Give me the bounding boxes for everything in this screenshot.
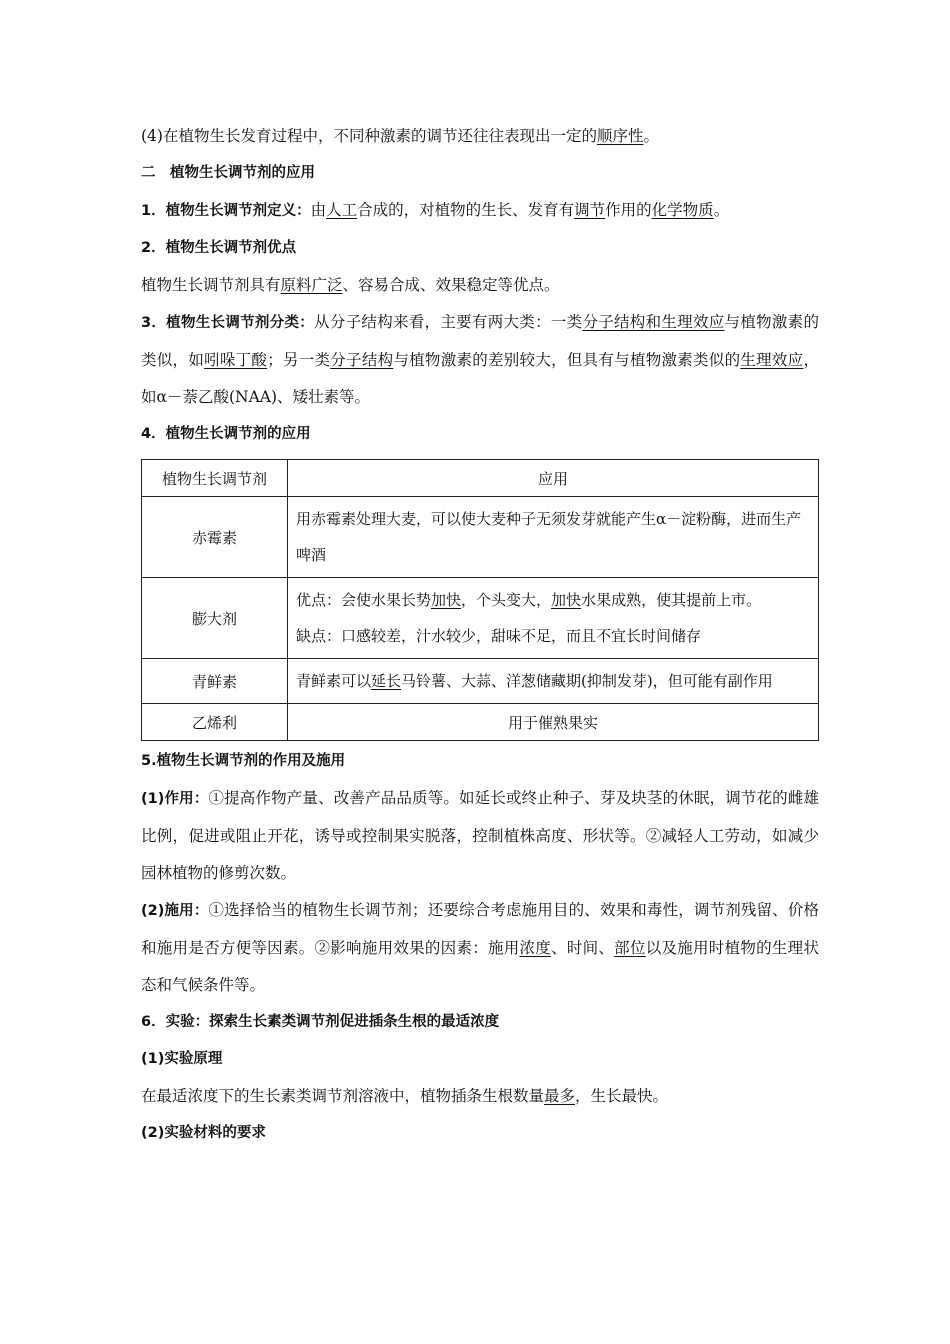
text: (4)在植物生长发育过程中，不同种激素的调节还往往表现出一定的: [141, 127, 597, 145]
table-row: [142, 659, 819, 704]
document-page: [141, 118, 819, 1152]
application-table: [141, 459, 819, 741]
item-label: 3．植物生长调节剂分类：: [141, 315, 315, 331]
text: 由: [310, 201, 327, 219]
underlined-term: 人工: [326, 201, 358, 219]
text: ①提高作物产量、改善产品品质等。如延长或终止种子、芽及块茎的休眠，调节花的雌雄比例，促进或阻止开花，诱导或控制果实脱落，控制植株高度、形状等。②减轻人工劳动，如减少园林植物的修剪次数。: [141, 789, 819, 882]
regulator-name: 青鲜素: [142, 659, 288, 704]
application-text: 用于催熟果实: [288, 704, 819, 741]
text: 。: [713, 201, 730, 219]
item-2-title: 2．植物生长调节剂优点: [141, 240, 297, 256]
text: 、时间、: [551, 939, 615, 957]
table-header-row: [142, 460, 819, 497]
item-6-2-title: (2)实验材料的要求: [141, 1125, 266, 1141]
item-3: [141, 304, 819, 416]
application-text: [288, 578, 819, 659]
text: 优点：会使水果长势: [296, 591, 432, 609]
text: 。: [643, 127, 659, 145]
item-label: (2)施用：: [141, 903, 209, 919]
application-text: [288, 659, 819, 704]
text: 从分子结构来看，主要有两大类：一类: [314, 313, 583, 331]
item-6-title: 6．实验：探索生长素类调节剂促进插条生根的最适浓度: [141, 1014, 500, 1030]
underlined-term: 最多: [544, 1087, 576, 1105]
text: 与植物激素的类似，如: [141, 313, 819, 369]
underlined-term: 顺序性: [596, 127, 644, 145]
underlined-term: 分子结构和生理效应: [582, 313, 725, 331]
text: ①选择恰当的植物生长调节剂；还要综合考虑施用目的、效果和毒性，调节剂残留、价格和施用是否方便等因素。②影响施用效果的因素：施用: [141, 901, 819, 957]
text: ，如α－萘乙酸(NAA)、矮壮素等。: [141, 351, 819, 406]
text: 以及施用时植物的生理状态和气候条件等。: [141, 939, 819, 994]
underlined-term: 加快: [431, 591, 462, 609]
item-5-1: [141, 780, 819, 892]
regulator-name: 膨大剂: [142, 578, 288, 659]
item-5-title: 5.植物生长调节剂的作用及施用: [141, 753, 346, 769]
application-text: 用赤霉素处理大麦，可以使大麦种子无须发芽就能产生α－淀粉酶，进而生产啤酒: [288, 497, 819, 578]
text: 水果成熟，使其提前上市。: [581, 591, 762, 609]
item-6-1-text: [141, 1078, 819, 1115]
underlined-term: 吲哚丁酸: [204, 351, 268, 369]
item-4-title: 4．植物生长调节剂的应用: [141, 426, 311, 442]
regulator-name: 赤霉素: [142, 497, 288, 578]
item-6-1-title: (1)实验原理: [141, 1051, 223, 1067]
item-label: (1)作用：: [141, 791, 209, 807]
item-2-text: [141, 267, 819, 304]
underlined-term: 延长: [371, 672, 402, 690]
table-row: [142, 704, 819, 741]
underlined-term: 原料广泛: [280, 276, 343, 294]
text: 、容易合成、效果稳定等优点。: [342, 276, 560, 294]
text: 植物生长调节剂具有: [141, 276, 281, 294]
item-1: [141, 192, 819, 230]
underlined-term: 调节: [574, 201, 606, 219]
text: ，个头变大，: [461, 591, 552, 609]
paragraph-4: [141, 118, 819, 155]
text: ，生长最快。: [575, 1087, 669, 1105]
underlined-term: 化学物质: [651, 201, 714, 219]
underlined-term: 生理效应: [740, 351, 804, 369]
text: 青鲜素可以: [296, 672, 372, 690]
item-label: 1．植物生长调节剂定义：: [141, 203, 311, 219]
section-title: 二 植物生长调节剂的应用: [141, 165, 315, 181]
underlined-term: 加快: [551, 591, 582, 609]
table-row: [142, 578, 819, 659]
text: 马铃薯、大蒜、洋葱储藏期(抑制发芽)，但可能有副作用: [401, 672, 773, 690]
underlined-term: 浓度: [519, 939, 552, 957]
regulator-name: 乙烯利: [142, 704, 288, 741]
table-header-cell: 植物生长调节剂: [142, 460, 288, 497]
table-row: [142, 497, 819, 578]
text: 缺点：口感较差，汁水较少，甜味不足，而且不宜长时间储存: [296, 627, 702, 645]
underlined-term: 分子结构: [330, 351, 394, 369]
text: 与植物激素的差别较大，但具有与植物激素类似的: [393, 351, 741, 369]
text: 在最适浓度下的生长素类调节剂溶液中，植物插条生根数量: [141, 1087, 545, 1105]
item-5-2: [141, 892, 819, 1004]
text: ；另一类: [267, 351, 331, 369]
text: 合成的，对植物的生长、发育有: [357, 201, 575, 219]
table-header-cell: 应用: [288, 460, 819, 497]
text: 作用的: [605, 201, 652, 219]
underlined-term: 部位: [614, 939, 646, 957]
